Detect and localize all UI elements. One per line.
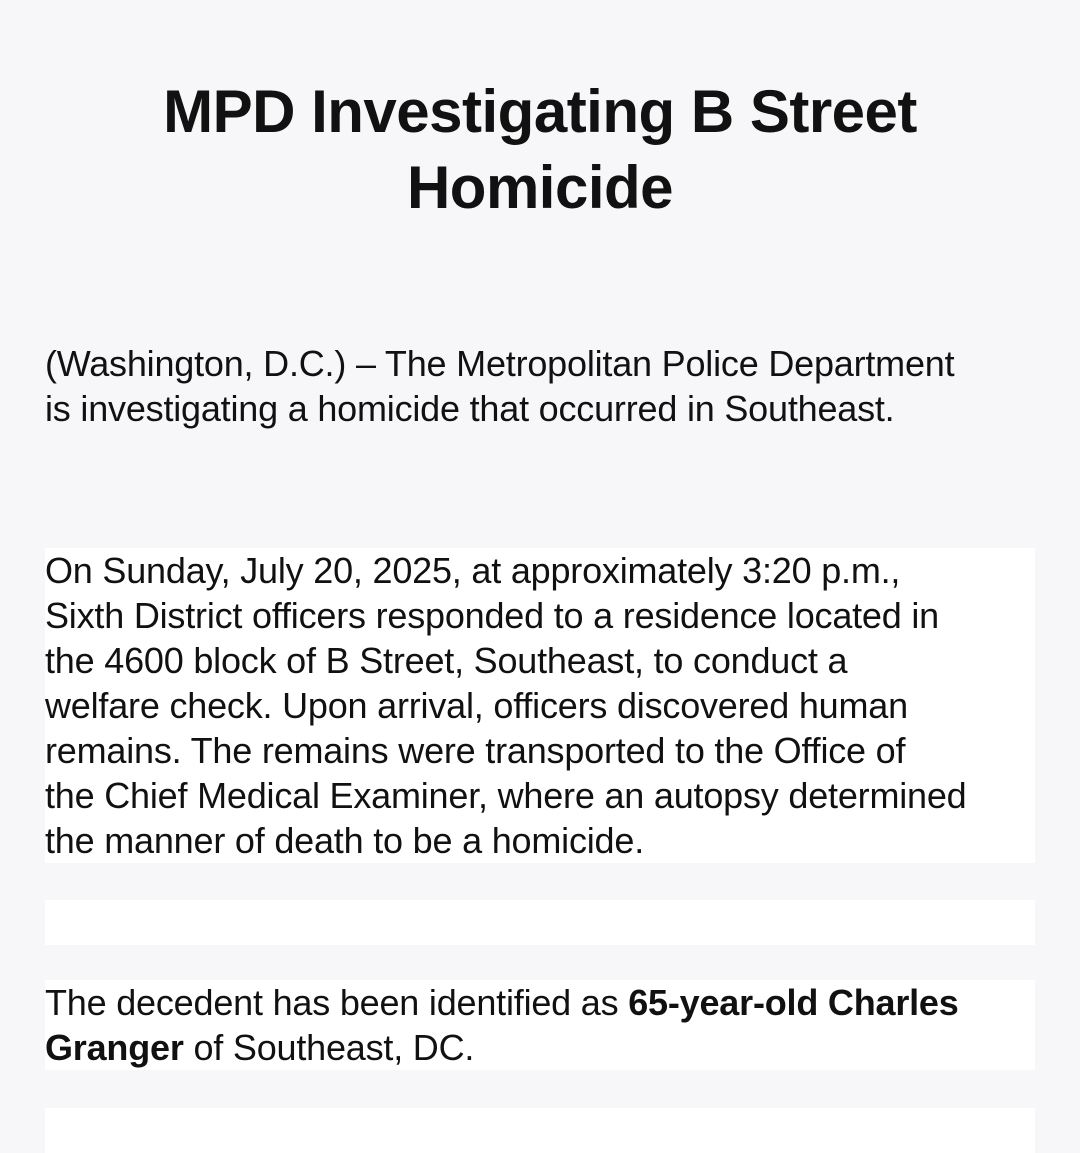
decedent-text: The decedent has been identified as bbox=[45, 982, 629, 1023]
incident-line: Sixth District officers responded to a residence located in bbox=[45, 595, 940, 636]
empty-paragraph-block bbox=[45, 900, 1035, 945]
intro-line: is investigating a homicide that occurred in Southeast. bbox=[45, 388, 895, 429]
incident-paragraph bbox=[45, 548, 1035, 863]
intro-paragraph bbox=[45, 341, 954, 431]
incident-line: the manner of death to be a homicide. bbox=[45, 820, 644, 861]
incident-line: the Chief Medical Examiner, where an autopsy determined bbox=[45, 775, 967, 816]
incident-line: the 4600 block of B Street, Southeast, to conduct a bbox=[45, 640, 848, 681]
decedent-name-bold: 65-year-old Charles bbox=[628, 982, 959, 1023]
empty-paragraph-block bbox=[45, 1108, 1035, 1153]
decedent-name-bold: Granger bbox=[45, 1027, 184, 1068]
decedent-text: of Southeast, DC. bbox=[183, 1027, 475, 1068]
incident-line: remains. The remains were transported to the Office of bbox=[45, 730, 906, 771]
decedent-paragraph bbox=[45, 980, 1035, 1070]
decedent-line bbox=[45, 980, 1035, 1025]
decedent-line bbox=[45, 1025, 1035, 1070]
incident-line: On Sunday, July 20, 2025, at approximately 3:20 p.m., bbox=[45, 550, 901, 591]
intro-line: (Washington, D.C.) – The Metropolitan Police Department bbox=[45, 343, 955, 384]
incident-line: welfare check. Upon arrival, officers discovered human bbox=[45, 685, 908, 726]
page-title: MPD Investigating B Street Homicide bbox=[163, 78, 917, 221]
